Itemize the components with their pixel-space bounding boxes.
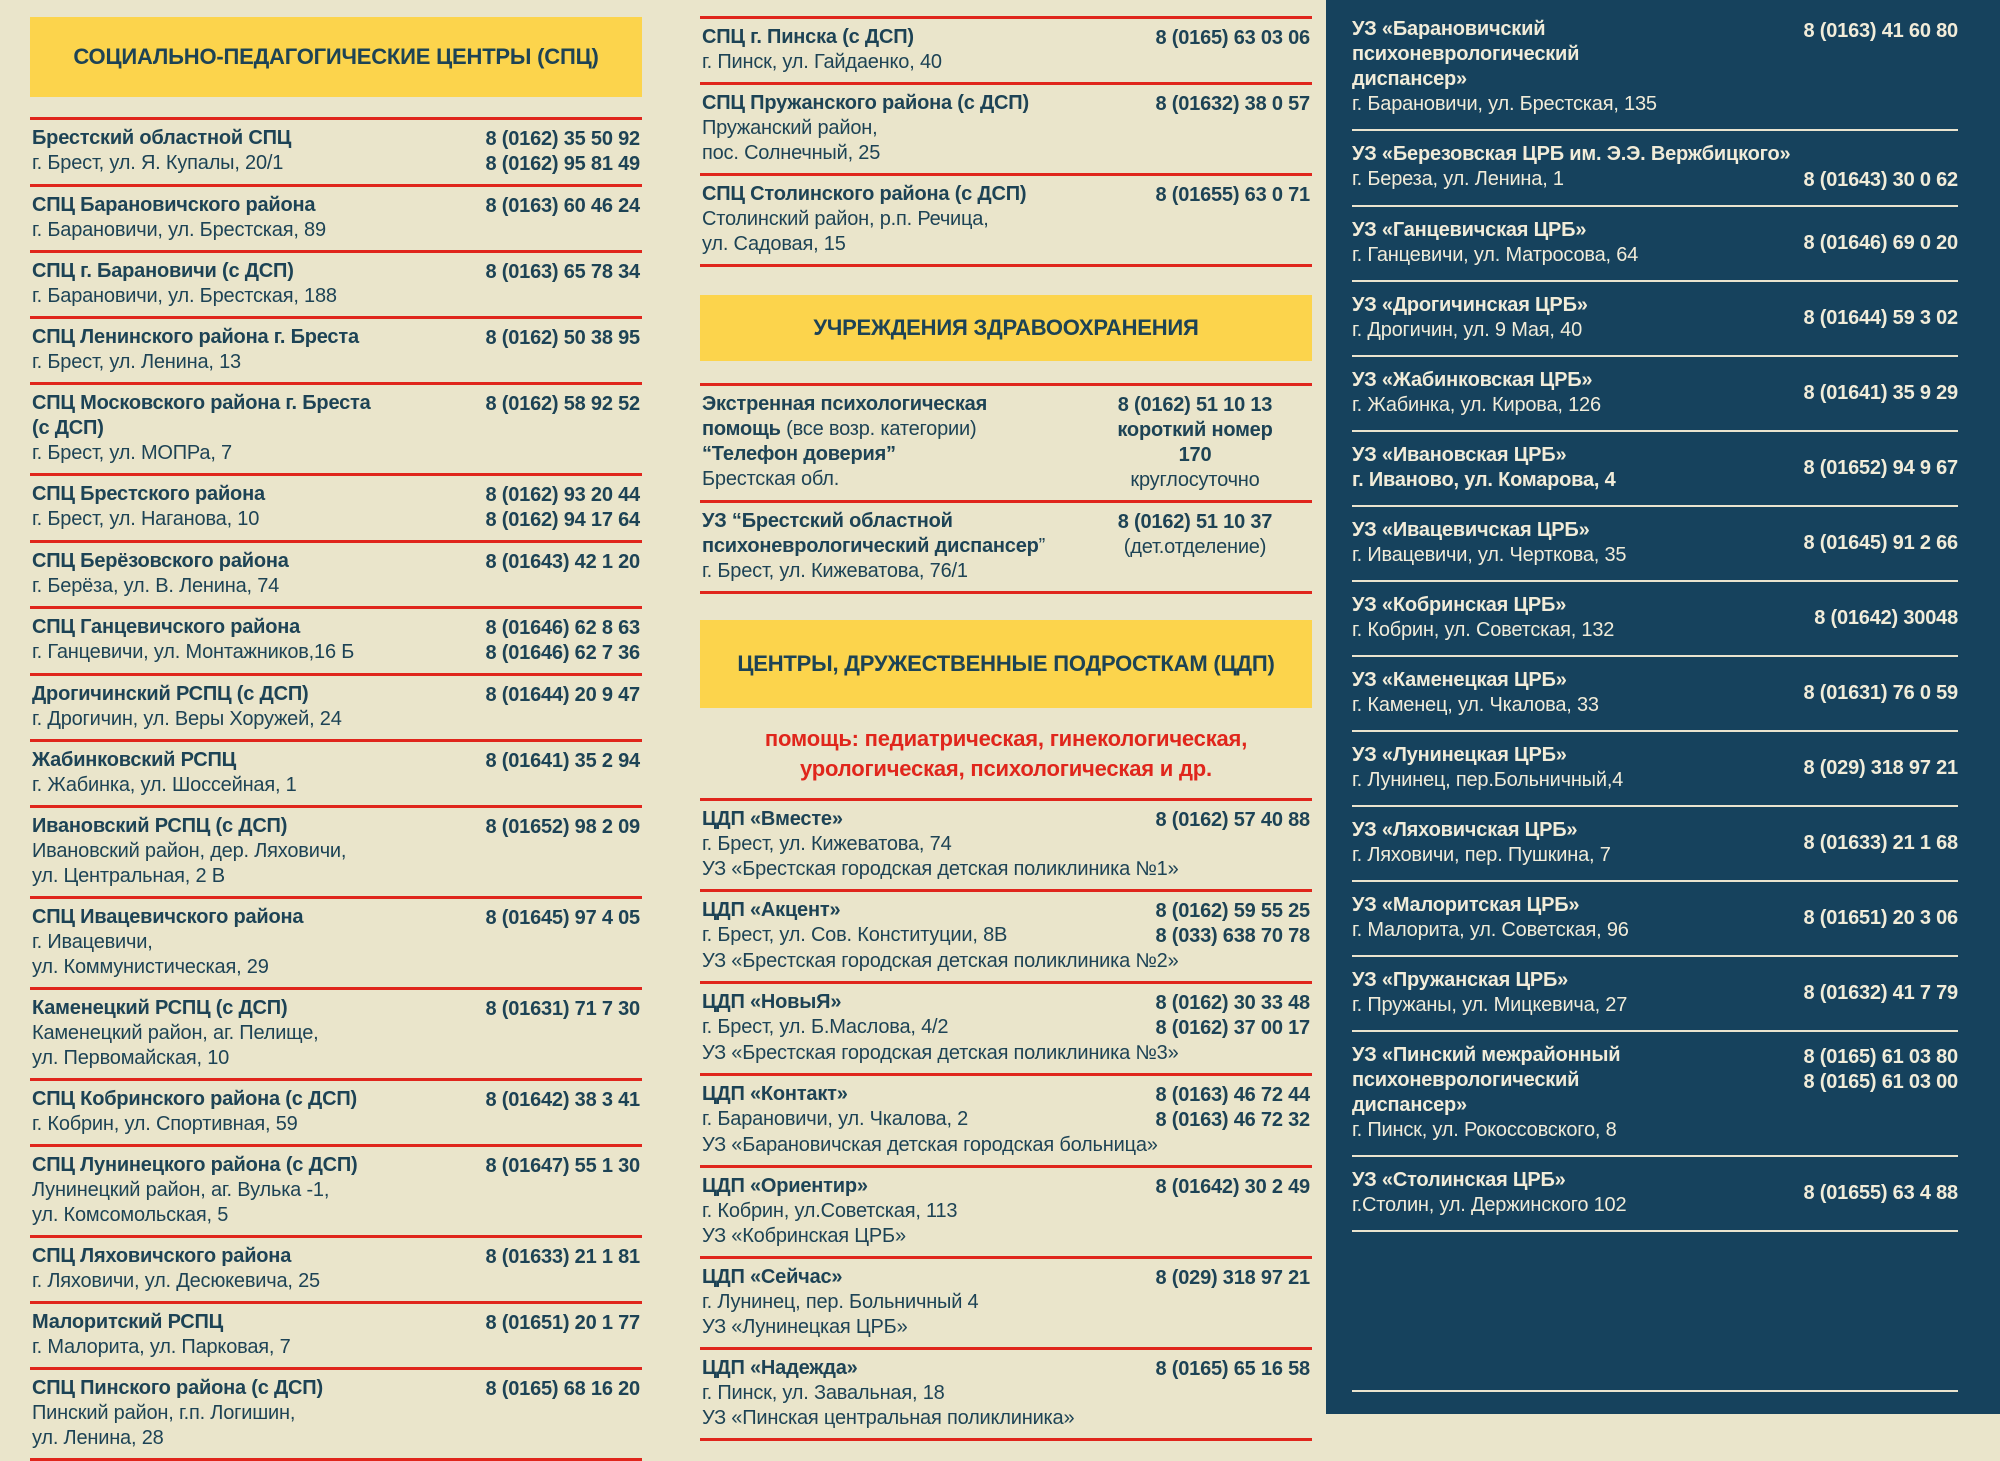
- entry-title-line: помощь (все возр. категории): [702, 418, 977, 440]
- entry-title-line: СПЦ Ляховичского района: [32, 1245, 292, 1267]
- directory-entry: [1352, 582, 1958, 657]
- entry-phone: 8 (0163) 46 72 32: [1155, 1109, 1310, 1131]
- entry-address-line: г. Барановичи, ул. Чкалова, 2: [702, 1108, 969, 1130]
- directory-entry: [700, 1259, 1312, 1350]
- entry-phone: 170: [1178, 444, 1212, 466]
- entry-title-line: СПЦ Пинского района (с ДСП): [32, 1377, 323, 1399]
- entry-phone: 8 (01633) 21 1 68: [1803, 832, 1958, 854]
- entry-phone: 8 (029) 318 97 21: [1803, 757, 1958, 779]
- entry-address-line: Пинский район, г.п. Логишин,: [32, 1402, 296, 1424]
- entry-address-line: Столинский район, р.п. Речица,: [702, 208, 989, 230]
- entry-title-line: “Телефон доверия”: [702, 443, 896, 465]
- section-header-spc: СОЦИАЛЬНО-ПЕДАГОГИЧЕСКИЕ ЦЕНТРЫ (СПЦ): [30, 17, 642, 97]
- entry-title-line: Жабинковский РСПЦ: [32, 749, 237, 771]
- entry-address-line: г. Пинск, ул. Гайдаенко, 40: [702, 51, 942, 73]
- entry-phone: 8 (01642) 38 3 41: [485, 1089, 640, 1111]
- entry-address-line: г. Жабинка, ул. Шоссейная, 1: [32, 774, 297, 796]
- entry-title-line: диспансер»: [1352, 1094, 1467, 1116]
- directory-entry: [700, 984, 1312, 1076]
- entry-phone: 8 (0165) 61 03 00: [1803, 1071, 1958, 1093]
- entry-phone: 8 (0162) 51 10 37: [1117, 511, 1273, 533]
- directory-entry: [700, 801, 1312, 892]
- entry-title-line: УЗ «Столинская ЦРБ»: [1352, 1169, 1566, 1191]
- entry-phone: 8 (01641) 35 9 29: [1803, 382, 1958, 404]
- entry-org-line: УЗ «Кобринская ЦРБ»: [702, 1225, 906, 1247]
- directory-entry: [30, 1370, 642, 1461]
- entry-title-line: УЗ «Дрогичинская ЦРБ»: [1352, 294, 1588, 316]
- entry-address-line: ул. Первомайская, 10: [32, 1047, 230, 1069]
- entry-phone: 8 (0162) 59 55 25: [1155, 900, 1310, 922]
- entry-phone: 8 (01644) 59 3 02: [1803, 307, 1958, 329]
- entry-phone: 8 (033) 638 70 78: [1155, 925, 1310, 947]
- directory-entry: [30, 1147, 642, 1238]
- entry-title-line: ЦДП «Ориентир»: [702, 1175, 868, 1197]
- entry-address-line: ул. Садовая, 15: [702, 233, 846, 255]
- entry-address-line: г. Кобрин, ул. Спортивная, 59: [32, 1113, 298, 1135]
- entry-address-line: г. Малорита, ул. Парковая, 7: [32, 1336, 291, 1358]
- directory-entry: [1352, 6, 1958, 131]
- directory-entry: [30, 1238, 642, 1304]
- column-spc-left: [30, 0, 642, 1461]
- directory-entry: [30, 676, 642, 742]
- entry-title-line: СПЦ Лунинецкого района (с ДСП): [32, 1154, 358, 1176]
- directory-entry: [1352, 732, 1958, 807]
- entry-title-line: Малоритский РСПЦ: [32, 1311, 224, 1333]
- directory-entry: [700, 503, 1312, 594]
- entry-title-line: психоневрологический: [1352, 43, 1580, 65]
- directory-entry: [30, 609, 642, 676]
- entry-address-line: г. Брест, ул. Наганова, 10: [32, 508, 260, 530]
- entry-title-line: г. Иваново, ул. Комарова, 4: [1352, 469, 1616, 491]
- directory-entry: [1352, 1032, 1958, 1157]
- entry-phone: 8 (01631) 71 7 30: [485, 998, 640, 1020]
- entry-title-line: ЦДП «Надежда»: [702, 1357, 858, 1379]
- directory-entry: [700, 386, 1312, 503]
- directory-entry: [30, 1081, 642, 1147]
- entry-phone: 8 (0162) 50 38 95: [485, 327, 640, 349]
- entry-title-line: СПЦ Барановичского района: [32, 194, 316, 216]
- entry-phone: 8 (01645) 97 4 05: [485, 907, 640, 929]
- directory-entry: [30, 899, 642, 990]
- entry-address-line: г. Береза, ул. Ленина, 1: [1352, 168, 1564, 190]
- entry-phone: 8 (01646) 62 8 63: [485, 617, 640, 639]
- entry-phone: 8 (0162) 57 40 88: [1155, 809, 1310, 831]
- entry-address-line: г. Брест, ул. Я. Купалы, 20/1: [32, 152, 284, 174]
- entry-phone: 8 (01644) 20 9 47: [485, 684, 640, 706]
- entry-title-line: УЗ «Ганцевичская ЦРБ»: [1352, 219, 1587, 241]
- column-uz-hospitals: [1326, 0, 2000, 1414]
- entry-title-line: ЦДП «Вместе»: [702, 808, 843, 830]
- entry-phone: 8 (01643) 42 1 20: [485, 551, 640, 573]
- entry-title-line: психоневрологический: [1352, 1069, 1580, 1091]
- entry-address-line: ул. Коммунистическая, 29: [32, 956, 269, 978]
- directory-entry: [700, 19, 1312, 85]
- entry-title-line: УЗ «Малоритская ЦРБ»: [1352, 894, 1580, 916]
- entry-title-line: УЗ «Лунинецкая ЦРБ»: [1352, 744, 1567, 766]
- entry-title-line: Экстренная психологическая: [702, 393, 988, 415]
- spc-list-left: [30, 117, 642, 1461]
- entry-address-line: Лунинецкий район, аг. Вулька -1,: [32, 1179, 330, 1201]
- entry-title-line: ЦДП «Акцент»: [702, 899, 841, 921]
- entry-address-line: Каменецкий район, аг. Пелище,: [32, 1022, 319, 1044]
- entry-address-line: г. Дрогичин, ул. 9 Мая, 40: [1352, 319, 1582, 341]
- entry-address-line: г. Ляховичи, ул. Десюкевича, 25: [32, 1270, 320, 1292]
- entry-phone: 8 (0165) 63 03 06: [1155, 27, 1310, 49]
- entry-address-line: г. Дрогичин, ул. Веры Хоружей, 24: [32, 708, 342, 730]
- entry-title-line: СПЦ Ивацевичского района: [32, 906, 304, 928]
- entry-phone: 8 (0162) 37 00 17: [1155, 1017, 1310, 1039]
- entry-title-line: ЦДП «НовыЯ»: [702, 991, 842, 1013]
- entry-address-line: г. Жабинка, ул. Кирова, 126: [1352, 394, 1601, 416]
- entry-org-line: УЗ «Брестская городская детская поликлиника №1»: [702, 858, 1179, 880]
- entry-phone: 8 (029) 318 97 21: [1155, 1267, 1310, 1289]
- entry-title-line: УЗ «Кобринская ЦРБ»: [1352, 594, 1567, 616]
- entry-phone: 8 (0163) 60 46 24: [485, 195, 640, 217]
- entry-phone: 8 (0165) 61 03 80: [1803, 1046, 1958, 1068]
- entry-phone: 8 (01632) 41 7 79: [1803, 982, 1958, 1004]
- entry-phone: 8 (0163) 41 60 80: [1803, 20, 1958, 42]
- directory-entry: [30, 319, 642, 385]
- section-header-health: УЧРЕЖДЕНИЯ ЗДРАВООХРАНЕНИЯ: [700, 295, 1312, 361]
- directory-entry: [1352, 282, 1958, 357]
- entry-address-line: г. Пинск, ул. Завальная, 18: [702, 1382, 945, 1404]
- entry-address-line: г. Малорита, ул. Советская, 96: [1352, 919, 1629, 941]
- entry-address-line: ул. Центральная, 2 В: [32, 865, 225, 887]
- entry-title-line: СПЦ Брестского района: [32, 483, 265, 505]
- entry-phone: 8 (01642) 30048: [1814, 607, 1958, 629]
- directory-entry: [700, 85, 1312, 176]
- entry-title-line: Ивановский РСПЦ (с ДСП): [32, 815, 288, 837]
- entry-org-line: УЗ «Барановичская детская городская больница»: [702, 1134, 1158, 1156]
- directory-entry: [30, 187, 642, 253]
- entry-title-line: УЗ «Пинский межрайонный: [1352, 1044, 1621, 1066]
- directory-entry: [1352, 957, 1958, 1032]
- section-header-cdp: ЦЕНТРЫ, ДРУЖЕСТВЕННЫЕ ПОДРОСТКАМ (ЦДП): [700, 620, 1312, 708]
- entry-address-line: Ивановский район, дер. Ляховичи,: [32, 840, 347, 862]
- entry-phone: 8 (01651) 20 3 06: [1803, 907, 1958, 929]
- directory-entry: [700, 1168, 1312, 1259]
- entry-address-line: г. Лунинец, пер.Больничный,4: [1352, 769, 1624, 791]
- entry-address-line: г. Брест, ул. Б.Маслова, 4/2: [702, 1016, 949, 1038]
- entry-org-line: УЗ «Брестская городская детская поликлиника №3»: [702, 1042, 1179, 1064]
- entry-phone: 8 (0163) 46 72 44: [1155, 1084, 1310, 1106]
- uz-list: [1352, 6, 1958, 1232]
- entry-phone: 8 (01631) 76 0 59: [1803, 682, 1958, 704]
- entry-phone: 8 (01632) 38 0 57: [1155, 93, 1310, 115]
- directory-entry: [30, 742, 642, 808]
- entry-address-line: Брестская обл.: [702, 468, 840, 490]
- entry-title-line: УЗ «Ивацевичская ЦРБ»: [1352, 519, 1590, 541]
- directory-entry: [30, 543, 642, 609]
- entry-phone: 8 (0162) 58 92 52: [485, 393, 640, 415]
- directory-entry: [1352, 882, 1958, 957]
- entry-address-line: г. Барановичи, ул. Брестская, 135: [1352, 93, 1657, 115]
- entry-address-line: ул. Ленина, 28: [32, 1427, 164, 1449]
- directory-entry: [1352, 1157, 1958, 1232]
- entry-phone: 8 (01655) 63 0 71: [1155, 184, 1310, 206]
- entry-address-line: г. Брест, ул. Ленина, 13: [32, 351, 241, 373]
- directory-entry: [1352, 657, 1958, 732]
- entry-address-line: г. Брест, ул. Кижеватова, 74: [702, 833, 952, 855]
- entry-address-line: г. Кобрин, ул. Советская, 132: [1352, 619, 1615, 641]
- directory-entry: [1352, 131, 1958, 207]
- entry-title-line: УЗ «Березовская ЦРБ им. Э.Э. Вержбицкого»: [1352, 143, 1791, 165]
- entry-phone: 8 (0162) 94 17 64: [485, 509, 640, 531]
- entry-address-line: г. Лунинец, пер. Больничный 4: [702, 1291, 979, 1313]
- entry-phone: 8 (0165) 68 16 20: [485, 1378, 640, 1400]
- entry-phone: (дет.отделение): [1123, 536, 1267, 558]
- entry-title-line: ЦДП «Контакт»: [702, 1083, 848, 1105]
- cdp-help-note: [700, 724, 1312, 784]
- entry-title-line: СПЦ г. Барановичи (с ДСП): [32, 260, 294, 282]
- directory-entry: [30, 253, 642, 319]
- entry-phone: 8 (01646) 62 7 36: [485, 642, 640, 664]
- entry-address-line: г. Пинск, ул. Рокоссовского, 8: [1352, 1119, 1617, 1141]
- entry-title-line: ЦДП «Сейчас»: [702, 1266, 843, 1288]
- entry-title-line: СПЦ Ленинского района г. Бреста: [32, 326, 359, 348]
- bottom-divider: [1352, 1390, 1958, 1392]
- entry-address-line: г. Берёза, ул. В. Ленина, 74: [32, 575, 280, 597]
- health-list: [700, 383, 1312, 594]
- entry-phone: 8 (01642) 30 2 49: [1155, 1176, 1310, 1198]
- entry-address-line: пос. Солнечный, 25: [702, 142, 881, 164]
- directory-entry: [700, 1350, 1312, 1441]
- entry-title-line: СПЦ г. Пинска (с ДСП): [702, 26, 914, 48]
- entry-org-line: УЗ «Пинская центральная поликлиника»: [702, 1407, 1075, 1429]
- entry-title-line: диспансер»: [1352, 68, 1467, 90]
- entry-address-line: г. Ивацевичи,: [32, 931, 153, 953]
- entry-phone: 8 (0162) 35 50 92: [485, 128, 640, 150]
- directory-entry: [30, 808, 642, 899]
- entry-address-line: г.Столин, ул. Держинского 102: [1352, 1194, 1627, 1216]
- directory-entry: [30, 990, 642, 1081]
- entry-address-line: г. Брест, ул. Кижеватова, 76/1: [702, 560, 968, 582]
- entry-address-line: г. Ганцевичи, ул. Матросова, 64: [1352, 244, 1639, 266]
- entry-phone: 8 (01645) 91 2 66: [1803, 532, 1958, 554]
- entry-address-line: Пружанский район,: [702, 117, 878, 139]
- directory-entry: [30, 120, 642, 187]
- entry-title-line: СПЦ Кобринского района (с ДСП): [32, 1088, 357, 1110]
- entry-title-line: Брестский областной СПЦ: [32, 127, 292, 149]
- entry-title-line: СПЦ Ганцевичского района: [32, 616, 301, 638]
- entry-phone: 8 (01647) 55 1 30: [485, 1155, 640, 1177]
- entry-address-line: г. Ляховичи, пер. Пушкина, 7: [1352, 844, 1611, 866]
- entry-address-line: г. Пружаны, ул. Мицкевича, 27: [1352, 994, 1628, 1016]
- entry-phone: 8 (01641) 35 2 94: [485, 750, 640, 772]
- directory-entry: [30, 476, 642, 543]
- entry-title-line: СПЦ Пружанского района (с ДСП): [702, 92, 1029, 114]
- entry-phone: 8 (01633) 21 1 81: [485, 1246, 640, 1268]
- directory-entry: [1352, 207, 1958, 282]
- entry-address-line: г. Брест, ул. МОПРа, 7: [32, 442, 232, 464]
- entry-phone: 8 (0163) 65 78 34: [485, 261, 640, 283]
- entry-phone: круглосуточно: [1130, 469, 1260, 491]
- entry-org-line: УЗ «Лунинецкая ЦРБ»: [702, 1316, 908, 1338]
- entry-phone: 8 (0162) 51 10 13: [1117, 394, 1273, 416]
- entry-title-line: УЗ «Жабинковская ЦРБ»: [1352, 369, 1593, 391]
- entry-address-line: г. Ганцевичи, ул. Монтажников,16 Б: [32, 641, 355, 663]
- entry-phone: 8 (0162) 30 33 48: [1155, 992, 1310, 1014]
- cdp-list: [700, 798, 1312, 1441]
- entry-phone: 8 (01655) 63 4 88: [1803, 1182, 1958, 1204]
- entry-title-line: Каменецкий РСПЦ (с ДСП): [32, 997, 288, 1019]
- entry-address-line: г. Каменец, ул. Чкалова, 33: [1352, 694, 1599, 716]
- directory-entry: [700, 892, 1312, 984]
- directory-entry: [1352, 357, 1958, 432]
- directory-entry: [1352, 807, 1958, 882]
- entry-address-line: г. Ивацевичи, ул. Черткова, 35: [1352, 544, 1627, 566]
- entry-title-line: СПЦ Берёзовского района: [32, 550, 289, 572]
- entry-title-line: УЗ «Барановичский: [1352, 18, 1546, 40]
- directory-entry: [30, 1304, 642, 1370]
- entry-phone: короткий номер: [1117, 419, 1273, 441]
- entry-title-line: (с ДСП): [32, 417, 104, 439]
- entry-address-line: г. Брест, ул. Сов. Конституции, 8В: [702, 924, 1008, 946]
- entry-title-line: Дрогичинский РСПЦ (с ДСП): [32, 683, 309, 705]
- entry-title-line: СПЦ Московского района г. Бреста: [32, 392, 371, 414]
- cdp-help-note-line2: урологическая, психологическая и др.: [800, 756, 1212, 781]
- column-middle: [700, 0, 1312, 1441]
- entry-address-line: г. Барановичи, ул. Брестская, 89: [32, 219, 326, 241]
- entry-phone: 8 (0162) 93 20 44: [485, 484, 640, 506]
- directory-entry: [30, 385, 642, 476]
- spc-list-continued: [700, 16, 1312, 267]
- entry-title-line: УЗ «Ляховичская ЦРБ»: [1352, 819, 1578, 841]
- entry-address-line: г. Кобрин, ул.Советская, 113: [702, 1200, 958, 1222]
- entry-phone: 8 (0162) 95 81 49: [485, 153, 640, 175]
- entry-phone: 8 (01651) 20 1 77: [485, 1312, 640, 1334]
- cdp-help-note-line1: помощь: педиатрическая, гинекологическая,: [764, 726, 1248, 751]
- entry-phone: 8 (01643) 30 0 62: [1803, 169, 1958, 191]
- entry-phone: 8 (0165) 65 16 58: [1155, 1358, 1310, 1380]
- entry-title-line: УЗ «Пружанская ЦРБ»: [1352, 969, 1569, 991]
- entry-address-line: г. Барановичи, ул. Брестская, 188: [32, 285, 337, 307]
- entry-address-line: ул. Комсомольская, 5: [32, 1204, 229, 1226]
- entry-org-line: УЗ «Брестская городская детская поликлиника №2»: [702, 950, 1179, 972]
- entry-title-line: психоневрологический диспансер”: [702, 535, 1046, 557]
- directory-entry: [700, 176, 1312, 267]
- entry-phone: 8 (01652) 94 9 67: [1803, 457, 1958, 479]
- entry-title-line: УЗ “Брестский областной: [702, 510, 953, 532]
- entry-title-line: СПЦ Столинского района (с ДСП): [702, 183, 1027, 205]
- entry-phone: 8 (01652) 98 2 09: [485, 816, 640, 838]
- entry-phone: 8 (01646) 69 0 20: [1803, 232, 1958, 254]
- entry-title-line: УЗ «Каменецкая ЦРБ»: [1352, 669, 1567, 691]
- entry-title-line: УЗ «Ивановская ЦРБ»: [1352, 444, 1567, 466]
- directory-entry: [1352, 507, 1958, 582]
- directory-entry: [1352, 432, 1958, 507]
- directory-entry: [700, 1076, 1312, 1168]
